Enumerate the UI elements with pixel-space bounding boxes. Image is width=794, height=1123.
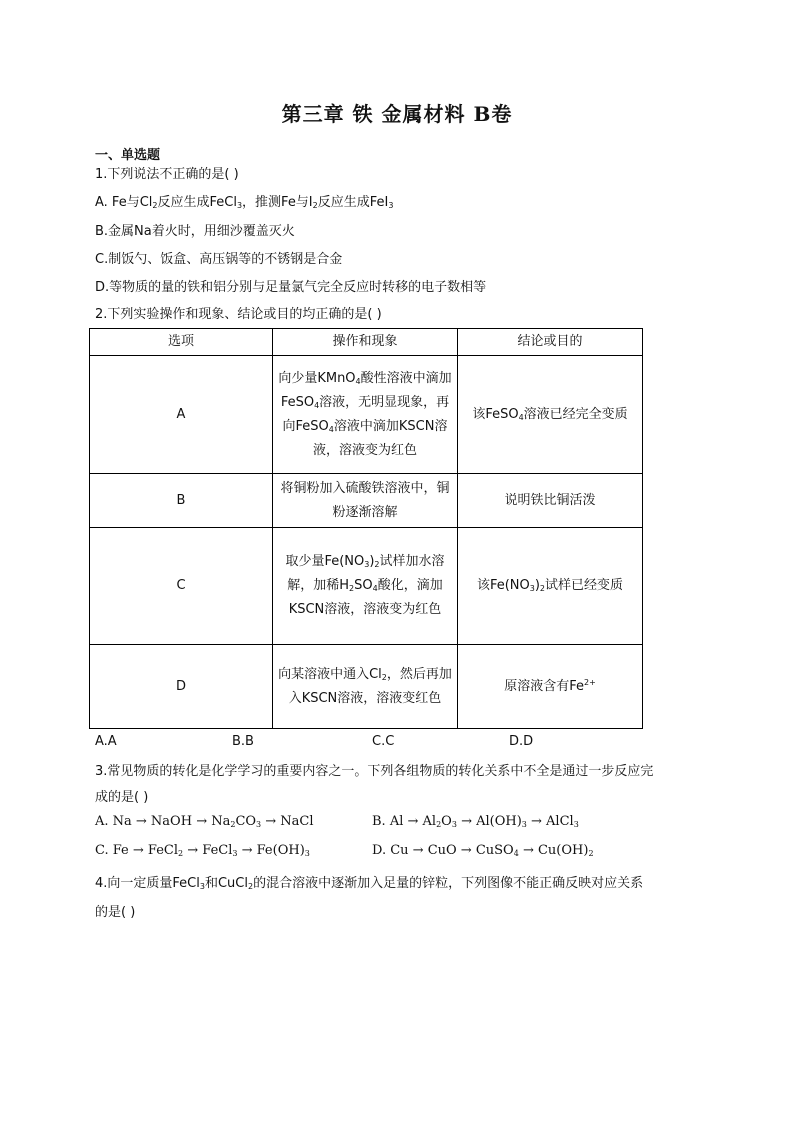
question-3-stem: 3.常见物质的转化是化学学习的重要内容之一。下列各组物质的转化关系中不全是通过一步反应完	[95, 764, 654, 779]
row-conclusion: 说明铁比铜活泼	[458, 474, 643, 528]
row-operation: 将铜粉加入硫酸铁溶液中，铜粉逐渐溶解	[273, 474, 458, 528]
question-2-stem: 2.下列实验操作和现象、结论或目的均正确的是( )	[95, 307, 382, 322]
table-row	[90, 474, 643, 528]
question-4-stem-cont: 的是( )	[95, 905, 136, 920]
table-header-conclusion: 结论或目的	[458, 329, 643, 356]
answer-a: A.A	[95, 734, 117, 749]
section-heading: 一、单选题	[95, 148, 161, 163]
question-1-option-c: C.制饭勺、饭盒、高压锅等的不锈钢是合金	[95, 252, 343, 267]
answer-d: D.D	[509, 734, 534, 749]
table-row	[90, 528, 643, 645]
row-option: A	[90, 356, 273, 474]
row-option: D	[90, 645, 273, 729]
experiment-table	[89, 328, 643, 729]
q3-option-d: D. Cu → CuO → CuSO$_4$ → $Cu(OH)_2$	[372, 843, 594, 858]
row-conclusion: 该$Fe(NO_3)_2$试样已经变质	[458, 528, 643, 645]
question-1-option-b: B.金属Na着火时，用细沙覆盖灭火	[95, 224, 295, 239]
question-1-option-d: D.等物质的量的铁和铝分别与足量氯气完全反应时转移的电子数相等	[95, 280, 487, 295]
table-row	[90, 645, 643, 729]
question-1-option-a: A. Fe与$Cl_2$反应生成FeCl$_3$，推测Fe与$I_2$反应生成FeI$_3$	[95, 195, 394, 210]
table-row	[90, 356, 643, 474]
row-option: B	[90, 474, 273, 528]
q3-option-a: A. Na → NaOH → $Na_2CO_3$ → NaCl	[95, 814, 314, 829]
question-1-stem: 1.下列说法不正确的是( )	[95, 167, 239, 182]
question-4-stem: 4.向一定质量FeCl$_3$和CuCl$_2$的混合溶液中逐渐加入足量的锌粒，下列图像不能正确反映对应关系	[95, 876, 644, 891]
row-operation: 取少量$Fe(NO_3)_2$试样加水溶解，加稀$H_2SO_4$酸化，滴加KSCN溶液，溶液变为红色	[273, 528, 458, 645]
q3-option-c: C. Fe → FeCl$_2$ → FeCl$_3$ → $Fe(OH)_3$	[95, 843, 310, 858]
row-option: C	[90, 528, 273, 645]
answer-c: C.C	[372, 734, 395, 749]
q3-option-b: B. $Al \to Al_2O_3 \to Al(OH)_3$ → AlCl$_3$	[372, 814, 579, 829]
page-title: 第三章 铁 金属材料 B卷	[281, 102, 513, 126]
question-3-stem-cont: 成的是( )	[95, 790, 149, 805]
table-header-option: 选项	[90, 329, 273, 356]
table-header-operation: 操作和现象	[273, 329, 458, 356]
answer-b: B.B	[232, 734, 254, 749]
row-conclusion: 该FeSO$_4$溶液已经完全变质	[458, 356, 643, 474]
row-operation: 向某溶液中通入$Cl_2$，然后再加入KSCN溶液，溶液变红色	[273, 645, 458, 729]
row-conclusion: 原溶液含有$Fe^{2+}$	[458, 645, 643, 729]
row-operation: 向少量KMnO$_4$酸性溶液中滴加FeSO$_4$溶液，无明显现象，再向FeSO$_4$溶液中滴加KSCN溶液，溶液变为红色	[273, 356, 458, 474]
